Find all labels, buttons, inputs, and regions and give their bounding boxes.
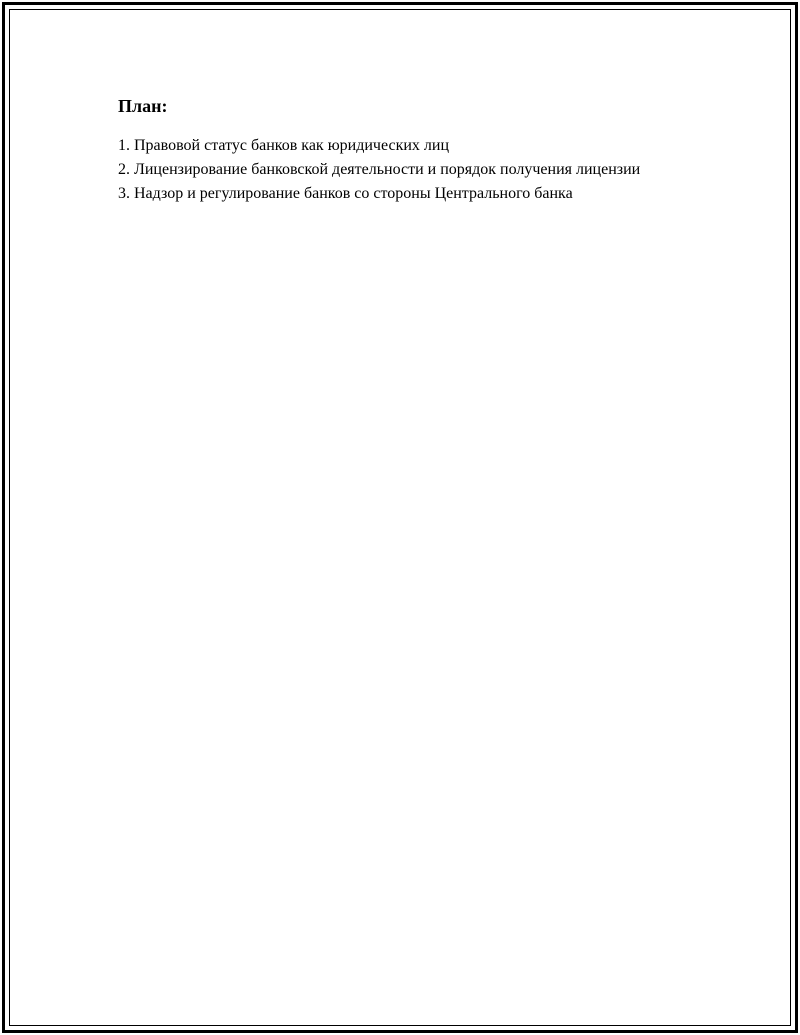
plan-item-1: 1. Правовой статус банков как юридических лиц xyxy=(118,137,450,154)
plan-item-2: 2. Лицензирование банковской деятельности и порядок получения лицензии xyxy=(118,161,641,178)
plan-item-3: 3. Надзор и регулирование банков со стороны Центрального банка xyxy=(118,185,573,202)
plan-list xyxy=(118,134,678,206)
document-content xyxy=(118,94,678,206)
plan-title: План: xyxy=(118,96,168,116)
